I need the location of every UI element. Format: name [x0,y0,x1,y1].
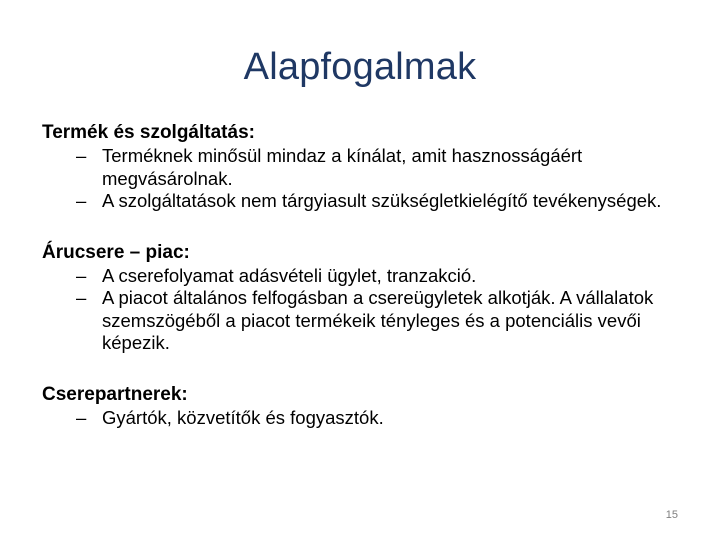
slide-content [42,120,692,429]
list-item [42,407,692,430]
section-heading: Cserepartnerek: [42,383,188,405]
list-item [42,287,692,355]
bullet-list [42,265,692,355]
dash-bullet-icon: – [76,287,87,308]
list-item-text: Gyártók, közvetítők és fogyasztók. [102,406,384,428]
section-heading: Árucsere – piac: [42,241,190,263]
section-termek-es-szolgaltatas [42,120,692,213]
list-item [42,145,692,190]
dash-bullet-icon: – [76,145,87,166]
dash-bullet-icon: – [76,406,87,428]
bullet-list [42,145,692,213]
list-item [42,190,692,213]
list-item [42,265,692,288]
section-arucsere-piac [42,240,692,355]
section-heading: Termék és szolgáltatás: [42,122,255,143]
bullet-list [42,407,692,430]
page-number: 15 [665,509,678,521]
list-item-text: Terméknek minősül mindaz a kínálat, amit hasznosságáért megvásárolnak. [102,145,583,189]
list-item-text: A cserefolyamat adásvételi ügylet, tranzakció. [102,264,477,286]
list-item-text: A piacot általános felfogásban a csereügyletek alkotják. A vállalatok szemszögéből a piacot termékeik tényleges és a potenciális vevői képezik. [102,287,654,353]
section-cserepartnerek [42,382,692,430]
dash-bullet-icon: – [76,264,87,286]
slide-title: Alapfogalmak [243,46,477,88]
list-item-text: A szolgáltatások nem tárgyiasult szükségletkielégítő tevékenységek. [102,190,662,211]
dash-bullet-icon: – [76,190,87,211]
